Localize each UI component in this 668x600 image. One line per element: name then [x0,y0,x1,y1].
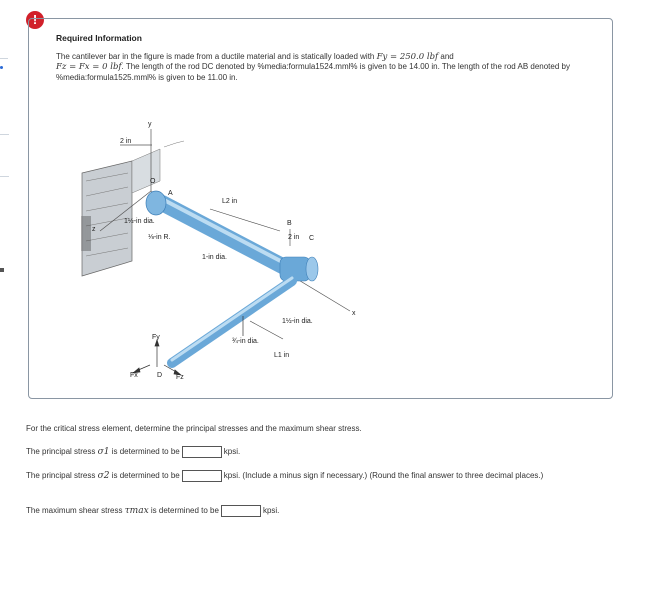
label-x: x [352,310,356,317]
edge-dot [0,66,3,69]
question-tau-max-row [26,505,279,517]
sigma1-symbol: σ1 [97,447,110,458]
label-fx: Fx [130,372,138,379]
sigma2-symbol: σ2 [97,471,110,482]
label-d: D [157,372,163,379]
info-text [56,52,601,83]
wall-collar [146,191,166,215]
q1-before: The principal stress [26,447,96,457]
label-fz: Fz [176,374,184,381]
fz-expression: Fz = Fx = 0 lbf [56,62,122,73]
tau-max-symbol: τmax [124,506,149,517]
q2-before: The principal stress [26,471,96,481]
label-o: O [150,178,156,185]
edge-tab-1 [0,58,8,59]
info-text-part3: . The length of the rod DC denoted by %media:formula1524.mml% is given to be 14.00 in. The length of the rod AB denoted by %media:formula1525.mml% is given to be 11.00 in. [56,62,570,82]
label-dia-1: 1-in dia. [202,254,227,261]
info-text-part1: The cantilever bar in the figure is made from a ductile material and is statically loaded with [56,52,377,61]
question-intro: For the critical stress element, determine the principal stresses and the maximum shear stress. [26,424,362,433]
rod-dc [172,278,292,363]
label-fillet-radius: ⅛-in R. [148,234,171,241]
edge-tab-4 [0,268,4,272]
q3-before: The maximum shear stress [26,506,123,516]
question-sigma2-row [26,470,626,482]
label-dia-1-5-left: 1½-in dia. [124,218,155,225]
label-2in-top: 2 in [120,138,132,145]
sigma1-input[interactable] [182,446,222,458]
edge-tab-2 [0,134,9,135]
label-2in-right: 2 in [288,234,300,241]
fy-expression: Fy = 250.0 lbf [376,52,439,62]
label-dia-1-5-right: 1½-in dia. [282,318,313,325]
q2-mid: is determined to be [111,471,180,481]
q3-unit: kpsi. [262,506,280,516]
alert-icon: ! [26,11,44,29]
label-dia-3-4: ¾-in dia. [232,338,259,345]
cantilever-figure [80,121,360,381]
label-c: C [309,235,315,242]
label-l2: L2 in [222,198,238,205]
info-text-part2: and [438,52,454,61]
question-sigma1-row [26,446,240,458]
edge-tab-3 [0,176,9,177]
rod-ab [162,199,292,271]
required-information-panel [28,18,613,399]
q1-mid: is determined to be [111,447,180,457]
label-y: y [148,121,152,128]
info-title: Required Information [56,33,142,43]
q1-unit: kpsi. [223,447,241,457]
label-fy: Fy [152,334,160,341]
hub-b [280,257,318,281]
label-z: z [92,226,96,233]
label-b: B [287,220,292,227]
sigma2-input[interactable] [182,470,222,482]
tau-max-input[interactable] [221,505,261,517]
label-a: A [168,190,173,197]
label-l1: L1 in [274,352,290,359]
q3-mid: is determined to be [150,506,219,516]
q2-unit: kpsi. (Include a minus sign if necessary.) (Round the final answer to three decimal places.) [223,471,544,481]
